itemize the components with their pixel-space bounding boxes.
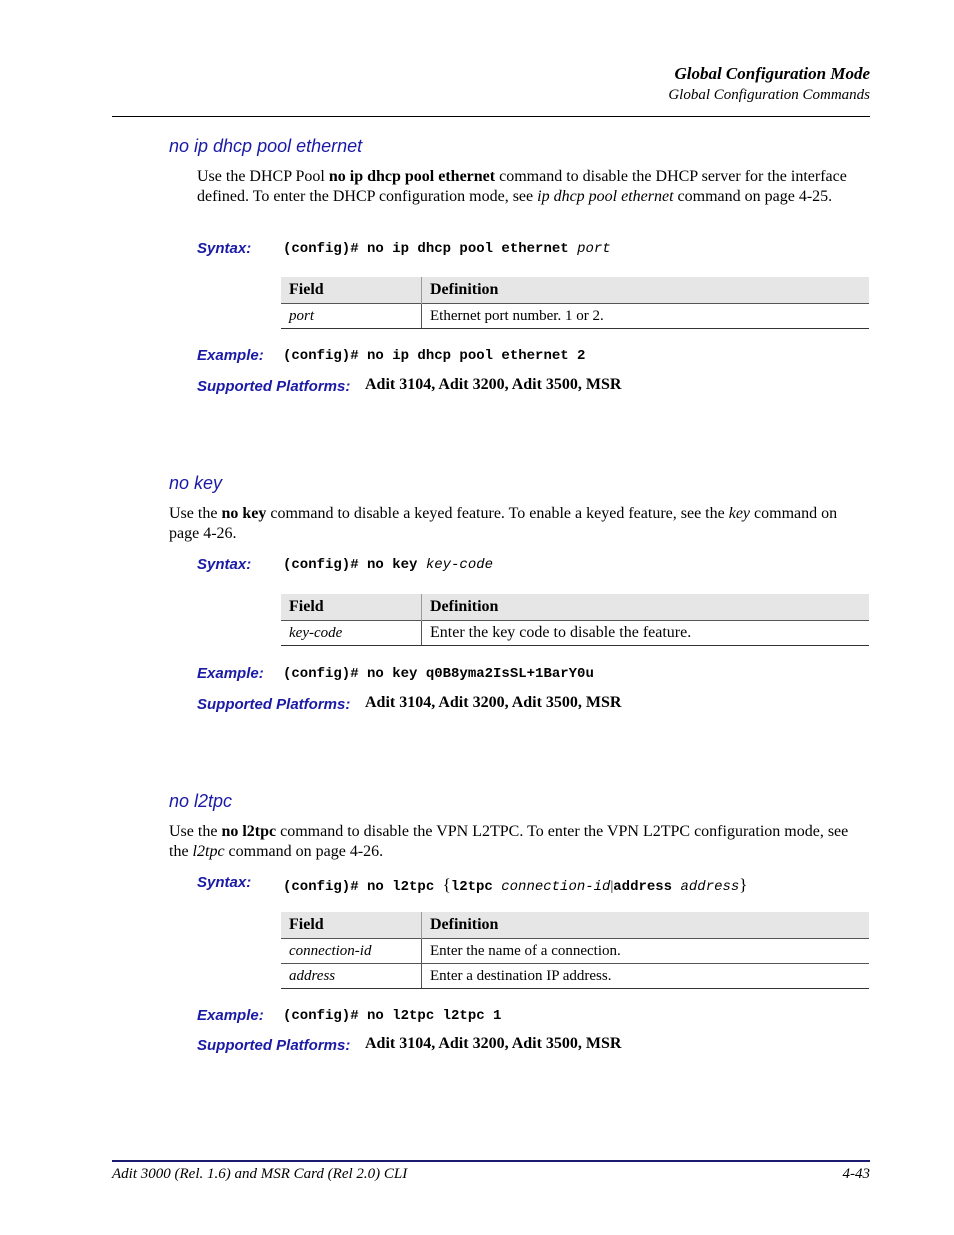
column-header-definition: Definition (422, 277, 870, 304)
table-row (281, 964, 869, 989)
running-header-title: Global Configuration Mode (674, 64, 870, 83)
supported-platforms-label: Supported Platforms: (197, 1037, 351, 1054)
syntax-label: Syntax: (197, 874, 252, 891)
column-header-definition: Definition (422, 594, 870, 621)
example-command: (config)# no ip dhcp pool ethernet 2 (283, 348, 586, 364)
table-row (281, 304, 869, 329)
field-definition-table (281, 594, 869, 646)
syntax-label: Syntax: (197, 556, 252, 573)
footer-rule (112, 1160, 870, 1162)
column-header-definition: Definition (422, 912, 870, 939)
column-header-field: Field (281, 594, 422, 621)
example-command: (config)# no key q0B8yma2IsSL+1BarY0u (283, 666, 594, 682)
section-description: Use the DHCP Pool no ip dhcp pool ethernet command to disable the DHCP server for the interface defined. To enter the DHCP configuration mode, see ip dhcp pool ethernet command on page 4-25. (197, 168, 847, 205)
syntax-command: (config)# no key key-code (283, 557, 494, 573)
supported-platforms-list: Adit 3104, Adit 3200, Adit 3500, MSR (365, 694, 622, 711)
syntax-label: Syntax: (197, 240, 252, 257)
example-label: Example: (197, 665, 264, 682)
supported-platforms-label: Supported Platforms: (197, 696, 351, 713)
syntax-command: (config)# no ip dhcp pool ethernet port (283, 241, 611, 257)
table-row (281, 621, 869, 646)
column-header-field: Field (281, 912, 422, 939)
footer-document-title: Adit 3000 (Rel. 1.6) and MSR Card (Rel 2.0) CLI (112, 1166, 408, 1182)
field-cell: connection-id (281, 939, 422, 964)
example-label: Example: (197, 1007, 264, 1024)
section-title-no-l2tpc: no l2tpc (169, 791, 233, 811)
section-description: Use the no l2tpc command to disable the VPN L2TPC. To enter the VPN L2TPC configuration mode, see the l2tpc command on page 4-26. (169, 823, 849, 860)
column-header-field: Field (281, 277, 422, 304)
table-row (281, 939, 869, 964)
supported-platforms-list: Adit 3104, Adit 3200, Adit 3500, MSR (365, 1035, 622, 1052)
running-header-subtitle: Global Configuration Commands (668, 87, 870, 103)
field-cell: port (281, 304, 422, 329)
header-rule (112, 116, 870, 117)
supported-platforms-label: Supported Platforms: (197, 378, 351, 395)
supported-platforms-list: Adit 3104, Adit 3200, Adit 3500, MSR (365, 376, 622, 393)
field-definition-table (281, 912, 869, 989)
section-title-no-key: no key (169, 473, 223, 493)
field-definition-table (281, 277, 869, 329)
definition-cell: Ethernet port number. 1 or 2. (422, 304, 870, 329)
syntax-command: (config)# no l2tpc {l2tpc connection-id|address address} (283, 875, 748, 895)
section-title-no-ip-dhcp-pool-ethernet: no ip dhcp pool ethernet (169, 136, 363, 156)
field-cell: address (281, 964, 422, 989)
definition-cell: Enter the name of a connection. (422, 939, 870, 964)
example-label: Example: (197, 347, 264, 364)
definition-cell: Enter a destination IP address. (422, 964, 870, 989)
definition-cell: Enter the key code to disable the feature. (422, 621, 870, 646)
field-cell: key-code (281, 621, 422, 646)
example-command: (config)# no l2tpc l2tpc 1 (283, 1008, 502, 1024)
section-description: Use the no key command to disable a keyed feature. To enable a keyed feature, see the key command on page 4-26. (169, 505, 838, 542)
page-number: 4-43 (842, 1166, 870, 1182)
